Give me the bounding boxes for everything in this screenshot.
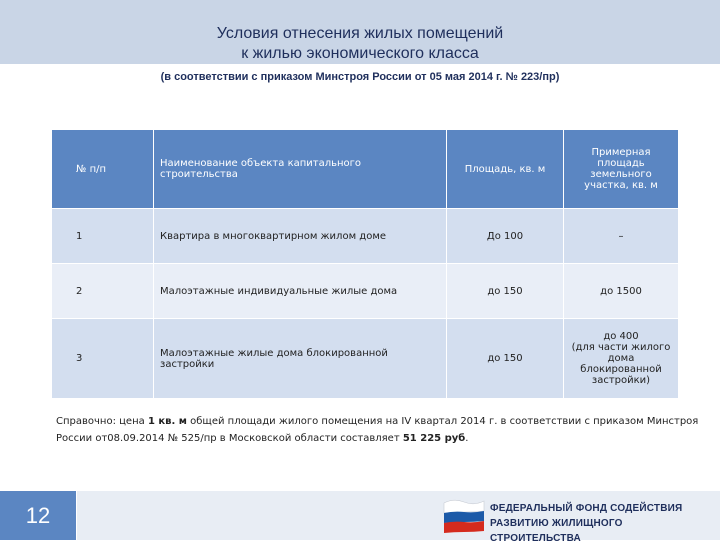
header-area: Площадь, кв. м [447, 130, 564, 209]
header-land-area: Примерная площадь земельного участка, кв. м [564, 130, 679, 209]
title-line-1: Условия отнесения жилых помещений [216, 25, 504, 42]
row-object-name: Малоэтажные индивидуальные жилые дома [154, 264, 447, 319]
title-line-2: к жилью экономического класса [241, 45, 479, 62]
reference-note [56, 413, 706, 447]
header-object-name: Наименование объекта капитального строительства [154, 130, 447, 209]
row-land-area: до 1500 [564, 264, 679, 319]
row-number: 1 [52, 209, 154, 264]
flag-logo-icon [440, 497, 486, 533]
flag-stripe-blue [444, 511, 484, 523]
row-area: До 100 [447, 209, 564, 264]
note-text-3: . [465, 433, 469, 444]
table-header-row [52, 130, 679, 209]
row-area: до 150 [447, 264, 564, 319]
logo-line-1: ФЕДЕРАЛЬНЫЙ ФОНД СОДЕЙСТВИЯ [490, 503, 683, 514]
row-number: 2 [52, 264, 154, 319]
page-number: 12 [0, 491, 76, 540]
row-land-area: – [564, 209, 679, 264]
header-number: № п/п [52, 130, 154, 209]
row-object-name: Малоэтажные жилые дома блокированной застройки [154, 319, 447, 399]
note-text-2: общей площади жилого помещения на IV квартал 2014 г. в соответствии с приказом Минстроя России от08.09.2014 № 525/пр в Московской области составляет [56, 416, 699, 444]
fund-logo-text [490, 501, 715, 546]
table-row [52, 264, 679, 319]
slide-title [0, 24, 720, 64]
note-unit: 1 кв. м [147, 416, 187, 427]
logo-line-2: РАЗВИТИЮ ЖИЛИЩНОГО СТРОИТЕЛЬСТВА [490, 518, 623, 544]
flag-stripe-white [444, 500, 484, 513]
slide-subtitle: (в соответствии с приказом Минстроя России от 05 мая 2014 г. № 223/пр) [160, 71, 560, 83]
row-area: до 150 [447, 319, 564, 399]
flag-stripe-red [444, 521, 484, 533]
note-price: 51 225 руб [402, 433, 466, 444]
land-area-value: до 400 [603, 331, 639, 342]
row-land-area [564, 319, 679, 399]
note-text-1: Справочно: цена [56, 416, 148, 427]
row-number: 3 [52, 319, 154, 399]
table-row [52, 319, 679, 399]
table-row [52, 209, 679, 264]
row-object-name: Квартира в многоквартирном жилом доме [154, 209, 447, 264]
conditions-table [51, 129, 679, 399]
land-area-note: (для части жилого дома блокированной застройки) [571, 342, 671, 386]
